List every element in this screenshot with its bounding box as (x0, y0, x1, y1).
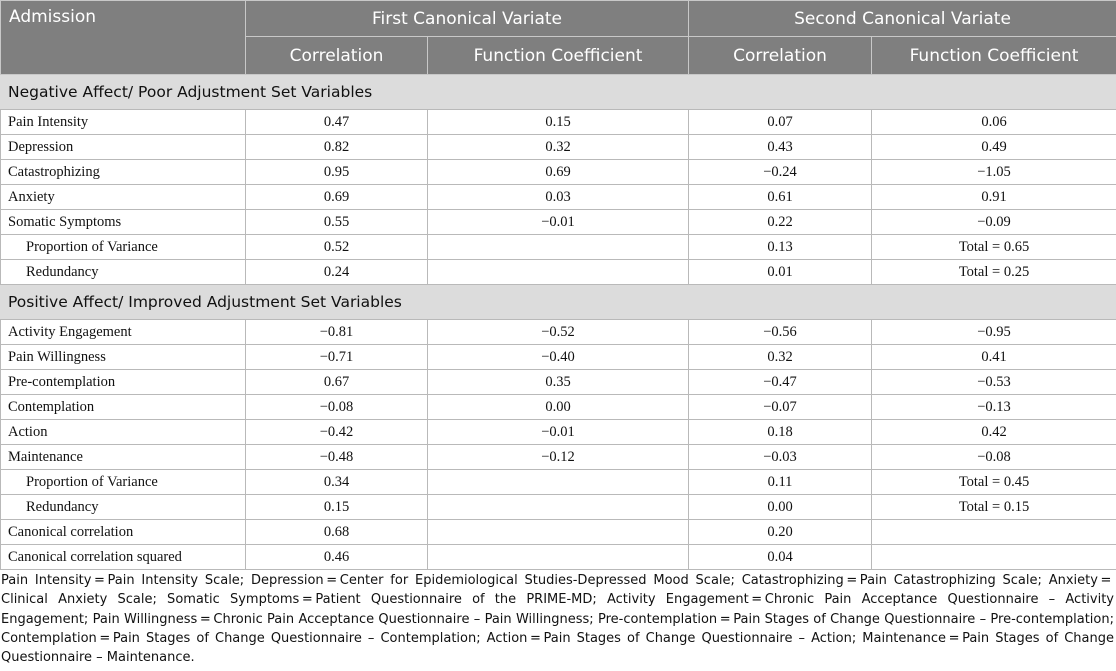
table-cell: 0.32 (428, 135, 689, 160)
table-cell: −0.42 (246, 420, 428, 445)
header-col-function-coefficient-1: Function Coefficient (428, 37, 689, 75)
table-row (1, 210, 1116, 235)
table-cell: 0.91 (872, 185, 1116, 210)
table-row (1, 235, 1116, 260)
table-cell: 0.06 (872, 110, 1116, 135)
table-cell: 0.22 (689, 210, 872, 235)
row-label: Catastrophizing (1, 160, 246, 185)
row-label: Proportion of Variance (1, 470, 246, 495)
row-label: Action (1, 420, 246, 445)
table-cell: 0.41 (872, 345, 1116, 370)
table-cell: Total = 0.65 (872, 235, 1116, 260)
table-cell: −0.53 (872, 370, 1116, 395)
table-row (1, 110, 1116, 135)
row-label: Activity Engagement (1, 320, 246, 345)
row-label: Proportion of Variance (1, 235, 246, 260)
table-row (1, 320, 1116, 345)
table-cell: −0.52 (428, 320, 689, 345)
table-cell: −0.47 (689, 370, 872, 395)
table-footnote: Pain Intensity = Pain Intensity Scale; Depression = Center for Epidemiological Studies-Depressed Mood Scale; Catastrophizing = Pain Catastrophizing Scale; Anxiety = Clinical Anxiety Scale; Somatic Symptoms = Patient Questionnaire of the PRIME-MD; Activity Engagement = Chronic Pain Acceptance Questionnaire – Activity Engagement; Pain Willingness = Chronic Pain Acceptance Questionnaire – Pain Willingness; Pre-contemplation = Pain Stages of Change Questionnaire – Pre-contemplation; Contemplation = Pain Stages of Change Questionnaire – Contemplation; Action = Pain Stages of Change Questionnaire – Action; Maintenance = Pain Stages of Change Questionnaire – Maintenance. (1, 573, 1114, 666)
table-row (1, 545, 1116, 570)
table-cell (872, 520, 1116, 545)
table-row (1, 395, 1116, 420)
table-cell: 0.43 (689, 135, 872, 160)
table-cell: 0.24 (246, 260, 428, 285)
header-col-function-coefficient-2: Function Coefficient (872, 37, 1116, 75)
section-title: Negative Affect/ Poor Adjustment Set Variables (1, 75, 1116, 110)
table-cell: 0.03 (428, 185, 689, 210)
table-row (1, 445, 1116, 470)
table-cell (428, 545, 689, 570)
table-cell (428, 520, 689, 545)
table-cell: 0.13 (689, 235, 872, 260)
table-cell: −0.03 (689, 445, 872, 470)
table-cell: 0.20 (689, 520, 872, 545)
table-row (1, 370, 1116, 395)
table-cell: 0.95 (246, 160, 428, 185)
table-cell: −0.12 (428, 445, 689, 470)
table-cell: 0.55 (246, 210, 428, 235)
table-row (1, 520, 1116, 545)
table-cell: 0.67 (246, 370, 428, 395)
table-cell: 0.32 (689, 345, 872, 370)
table-cell: 0.42 (872, 420, 1116, 445)
row-label: Redundancy (1, 260, 246, 285)
table-cell: −0.13 (872, 395, 1116, 420)
row-label: Canonical correlation (1, 520, 246, 545)
table-cell: 0.11 (689, 470, 872, 495)
table-cell: 0.82 (246, 135, 428, 160)
table-cell: −0.81 (246, 320, 428, 345)
table-row (1, 345, 1116, 370)
table-cell: 0.49 (872, 135, 1116, 160)
row-label: Depression (1, 135, 246, 160)
table-cell: 0.69 (428, 160, 689, 185)
row-label: Anxiety (1, 185, 246, 210)
table-cell: −0.95 (872, 320, 1116, 345)
header-row-1 (1, 1, 1116, 37)
row-label: Pre-contemplation (1, 370, 246, 395)
table-cell: −0.40 (428, 345, 689, 370)
table-cell: −0.09 (872, 210, 1116, 235)
table-row (1, 420, 1116, 445)
table-cell: 0.68 (246, 520, 428, 545)
table-cell (872, 545, 1116, 570)
table-cell: Total = 0.15 (872, 495, 1116, 520)
table-cell: 0.00 (689, 495, 872, 520)
table-row (1, 160, 1116, 185)
table-row (1, 470, 1116, 495)
section-row (1, 75, 1116, 110)
table-cell: 0.00 (428, 395, 689, 420)
table-cell: 0.07 (689, 110, 872, 135)
table-cell: −0.24 (689, 160, 872, 185)
row-label: Maintenance (1, 445, 246, 470)
table-cell: Total = 0.45 (872, 470, 1116, 495)
table-row (1, 135, 1116, 160)
header-col-correlation-1: Correlation (246, 37, 428, 75)
table-cell: 0.35 (428, 370, 689, 395)
table-cell: −0.48 (246, 445, 428, 470)
table-cell: 0.04 (689, 545, 872, 570)
row-label: Pain Intensity (1, 110, 246, 135)
table-cell (428, 470, 689, 495)
table-cell: −0.71 (246, 345, 428, 370)
table-cell: 0.61 (689, 185, 872, 210)
table-cell: −1.05 (872, 160, 1116, 185)
table-cell: 0.15 (246, 495, 428, 520)
table-cell: −0.08 (246, 395, 428, 420)
table-cell: 0.52 (246, 235, 428, 260)
table-cell: −0.08 (872, 445, 1116, 470)
table-cell: 0.15 (428, 110, 689, 135)
table-row (1, 185, 1116, 210)
table-cell: −0.07 (689, 395, 872, 420)
table-cell: 0.18 (689, 420, 872, 445)
table-cell: 0.69 (246, 185, 428, 210)
table-cell (428, 260, 689, 285)
table-cell: −0.01 (428, 210, 689, 235)
row-label: Canonical correlation squared (1, 545, 246, 570)
row-label: Redundancy (1, 495, 246, 520)
table-cell: −0.01 (428, 420, 689, 445)
header-col-correlation-2: Correlation (689, 37, 872, 75)
row-label: Somatic Symptoms (1, 210, 246, 235)
header-admission: Admission (1, 1, 246, 75)
table-cell: 0.01 (689, 260, 872, 285)
section-row (1, 285, 1116, 320)
table-cell (428, 235, 689, 260)
table-cell: 0.47 (246, 110, 428, 135)
table-row (1, 495, 1116, 520)
table-cell: −0.56 (689, 320, 872, 345)
table-cell: 0.46 (246, 545, 428, 570)
row-label: Contemplation (1, 395, 246, 420)
header-second-variate: Second Canonical Variate (689, 1, 1116, 37)
table-row (1, 260, 1116, 285)
section-title: Positive Affect/ Improved Adjustment Set Variables (1, 285, 1116, 320)
row-label: Pain Willingness (1, 345, 246, 370)
header-first-variate: First Canonical Variate (246, 1, 689, 37)
table-cell: Total = 0.25 (872, 260, 1116, 285)
table-cell: 0.34 (246, 470, 428, 495)
table-cell (428, 495, 689, 520)
